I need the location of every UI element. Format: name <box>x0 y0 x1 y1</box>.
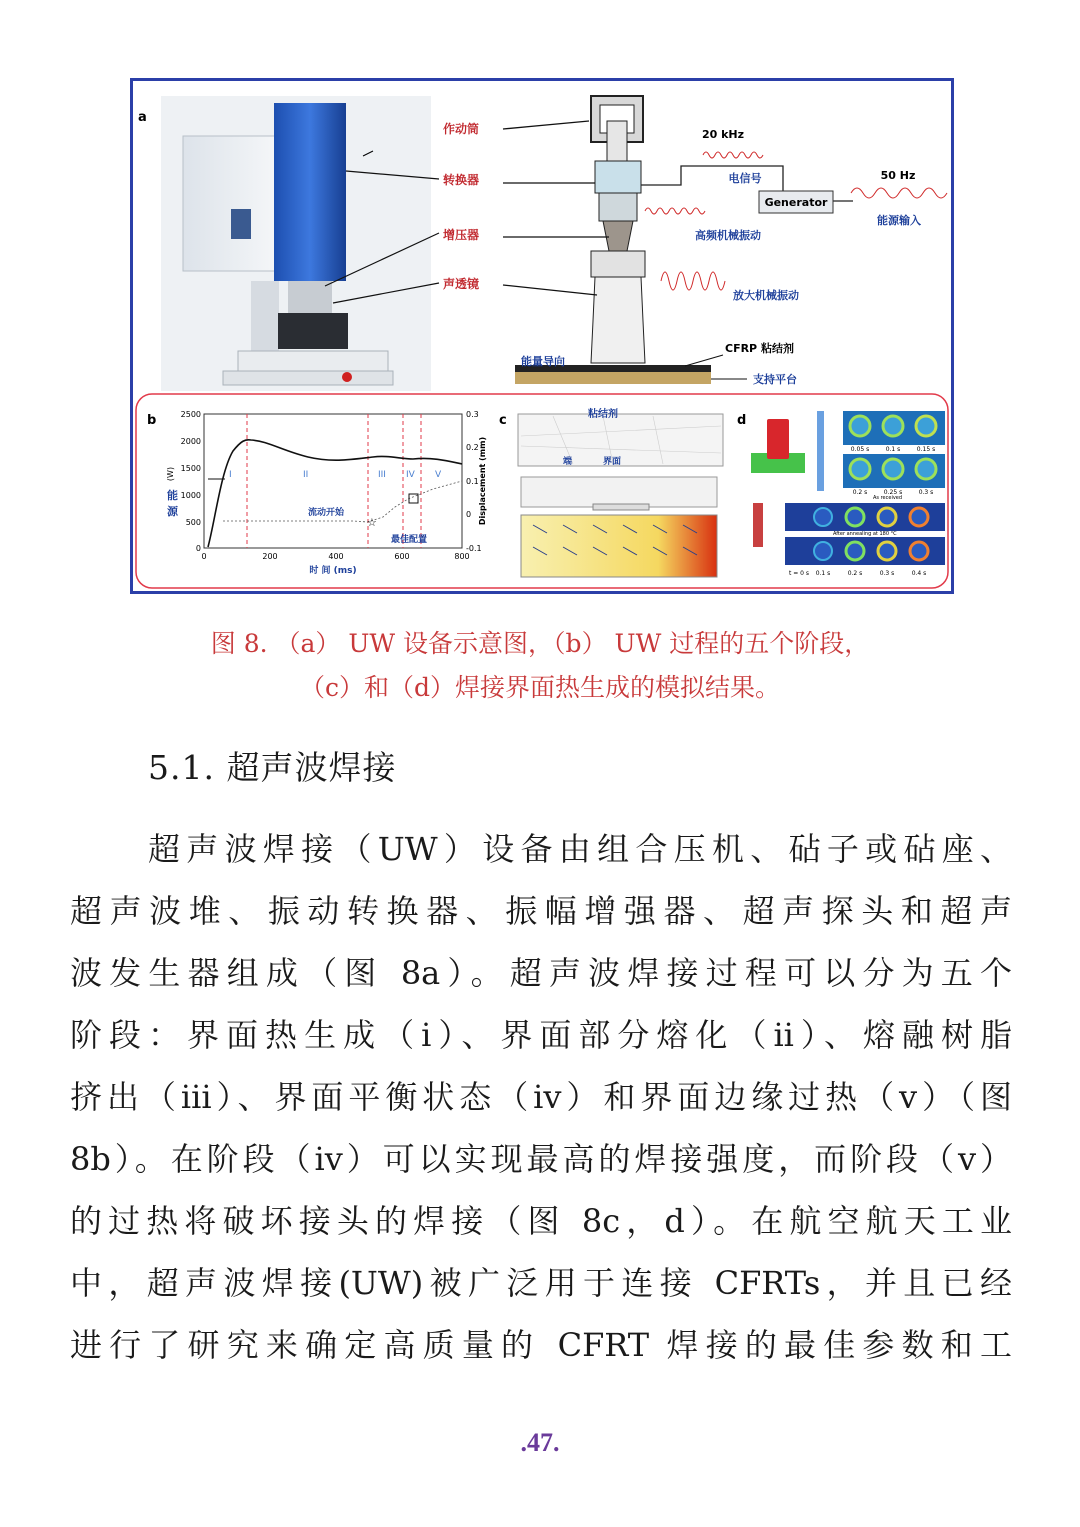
body-line: 波发生器组成（图 8a）。超声波焊接过程可以分为五个 <box>70 954 1012 992</box>
times-row1 <box>851 446 935 453</box>
energy-label-1: 能 <box>167 489 178 502</box>
y-left-ticks <box>181 410 201 553</box>
caption-line: 图 8. （a） UW 设备示意图，（b） UW 过程的五个阶段， <box>210 629 870 658</box>
electric-signal: 电信号 <box>728 172 762 185</box>
x-tick: 600 <box>394 552 410 561</box>
as-received: As received <box>873 495 903 501</box>
specimen-joint <box>593 504 649 510</box>
stage-label: III <box>378 470 386 480</box>
y2-tick: 0 <box>466 510 472 519</box>
stage-label: I <box>229 470 232 480</box>
end-label: 端 <box>563 457 573 467</box>
time-label: 0.25 s <box>883 489 903 496</box>
energy-label-2: 源 <box>167 505 178 518</box>
body-line: 超声波焊接（UW）设备由组合压机、砧子或砧座、 <box>148 830 1012 868</box>
time-label: 0.2 s <box>852 489 868 496</box>
flow-start: 流动开始 <box>308 508 345 518</box>
body-line: 挤出（iii）、界面平衡状态（iv）和界面边缘过热（v）（图 <box>70 1078 1012 1116</box>
cfrp-pointer <box>685 355 723 366</box>
panel-c-label: c <box>499 413 507 428</box>
flow-start-star: ☆ <box>367 516 377 529</box>
panel-a-label: a <box>138 110 147 125</box>
time-label: 0.4 s <box>911 570 927 577</box>
y-tick: 1000 <box>180 491 201 500</box>
uw-schematic <box>515 96 711 384</box>
panel-b-axes <box>204 414 462 548</box>
panel-b <box>147 410 487 576</box>
panel-a <box>138 96 947 391</box>
specimen-view <box>521 477 717 507</box>
figure-caption <box>0 622 1080 710</box>
body-line: 8b）。在阶段（iv）可以实现最高的焊接强度，而阶段（v） <box>70 1140 1012 1178</box>
label-booster: 增压器 <box>443 228 480 242</box>
panel-b-label: b <box>147 413 157 428</box>
uw-machine-photo <box>161 96 431 391</box>
colorbar <box>817 411 824 491</box>
freq-50hz: 50 Hz <box>880 169 916 182</box>
panel-d <box>737 411 945 577</box>
hf-vibration: 高频机械振动 <box>695 229 761 242</box>
body-line: 的过热将破坏接头的焊接（图 8c，d）。在航空航天工业 <box>70 1202 1012 1240</box>
after-annealing: After annealing at 180 °C <box>833 531 897 537</box>
panel-a-left-labels <box>443 121 479 291</box>
support-platform: 支持平台 <box>753 373 797 386</box>
y-unit: (W) <box>166 466 175 482</box>
time-label: 0.3 s <box>879 570 895 577</box>
energy-input: 能源输入 <box>877 214 921 227</box>
label-actuator: 作动筒 <box>443 122 480 136</box>
time-label: 0.1 s <box>815 570 831 577</box>
signal-wave-50hz <box>851 188 947 198</box>
signal-wave-20k <box>703 152 763 158</box>
adhesive-label: 粘结剂 <box>588 409 618 420</box>
y-tick: 2000 <box>180 437 201 446</box>
freq-20khz: 20 kHz <box>701 128 745 141</box>
panel-d-label: d <box>737 413 747 428</box>
y-tick: 1500 <box>180 464 201 473</box>
stage-label: V <box>435 470 442 480</box>
y-tick: 500 <box>185 518 201 527</box>
best-config: 最佳配置 <box>391 535 428 545</box>
label-converter: 转换器 <box>443 173 480 187</box>
stage-labels <box>229 470 442 480</box>
model-cylinder <box>767 419 789 459</box>
label-horn: 声透镜 <box>443 277 480 291</box>
x-tick: 0 <box>201 552 207 561</box>
x-tick: 800 <box>454 552 470 561</box>
time-label: 0.2 s <box>847 570 863 577</box>
caption-line: （c）和（d）焊接界面热生成的模拟结果。 <box>299 673 780 702</box>
heat-map <box>521 515 717 577</box>
x-tick: 200 <box>262 552 278 561</box>
power-curve <box>208 440 462 547</box>
body-paragraph <box>70 818 1012 1376</box>
panel-c <box>499 407 723 577</box>
generator-label: Generator <box>764 196 828 209</box>
y-tick: 2500 <box>180 410 201 419</box>
figure-8 <box>130 78 954 594</box>
y2-tick: 0.1 <box>466 477 479 486</box>
time-label: 0.3 s <box>918 489 934 496</box>
interface-label: 界面 <box>603 457 622 467</box>
time-label: 0.1 s <box>885 446 901 453</box>
x-tick: 400 <box>328 552 344 561</box>
stage-label: II <box>303 470 309 480</box>
time-label: 0.05 s <box>850 446 870 453</box>
right-axis-label: Displacement (mm) <box>478 436 487 526</box>
page-number: .47. <box>520 1428 560 1457</box>
body-line: 超声波堆、振动转换器、振幅增强器、超声探头和超声 <box>70 892 1012 930</box>
x-ticks <box>201 552 469 561</box>
section-title: 5.1. 超声波焊接 <box>148 748 397 787</box>
y2-tick: 0.2 <box>466 443 479 452</box>
x-axis-label: 时 间 (ms) <box>309 566 357 576</box>
body-line: 中，超声波焊接(UW)被广泛用于连接 CFRTs，并且已经 <box>70 1264 1012 1302</box>
cfrp-label: CFRP 粘结剂 <box>725 342 794 355</box>
energy-director: 能量导向 <box>521 355 565 368</box>
stage-dividers <box>247 414 421 548</box>
y2-tick: -0.1 <box>466 544 482 553</box>
time-label: 0.15 s <box>916 446 936 453</box>
time-label: t = 0 s <box>788 570 810 577</box>
amp-wave <box>661 272 725 290</box>
body-line: 进行了研究来确定高质量的 CFRT 焊接的最佳参数和工 <box>70 1326 1012 1364</box>
temp-colorbar <box>753 503 763 547</box>
hf-wave <box>645 208 705 214</box>
stage-label: IV <box>406 470 415 480</box>
y2-tick: 0.3 <box>466 410 479 419</box>
y-tick: 0 <box>195 544 201 553</box>
times-row3 <box>789 570 926 577</box>
body-line: 阶段：界面热生成（i）、界面部分熔化（ii）、熔融树脂 <box>70 1016 1012 1054</box>
amp-vibration: 放大机械振动 <box>733 289 799 302</box>
